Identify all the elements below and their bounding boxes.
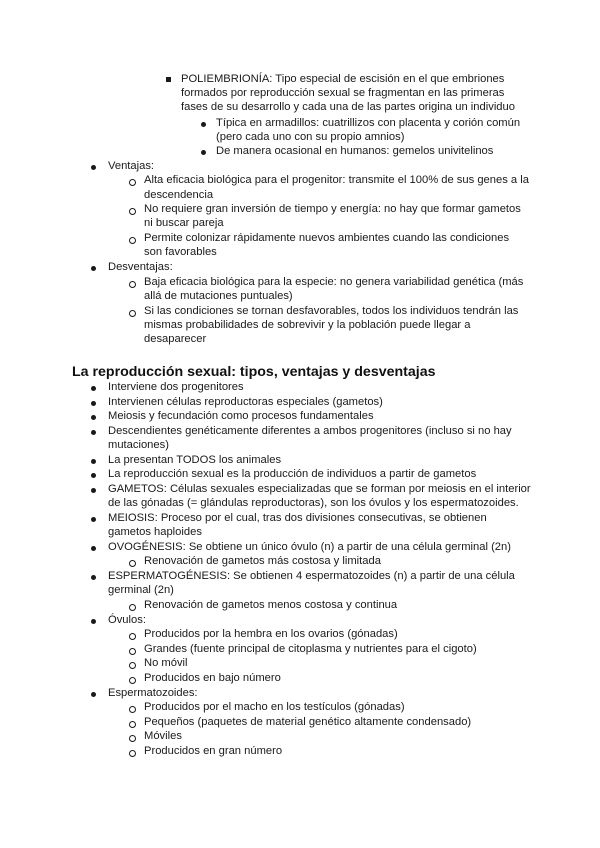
bullet-gametos-line-1: GAMETOS: Células sexuales especializadas que se forman por meiosis en el interior — [108, 483, 531, 495]
espermatozoides-item: Producidos en gran número — [144, 745, 283, 757]
desventajas-label: Desventajas: — [108, 261, 173, 273]
ventaja-2-line-2: ni buscar pareja — [144, 217, 224, 229]
dot-bullet-icon — [201, 122, 206, 127]
dot-bullet-icon — [91, 692, 96, 697]
dot-bullet-icon — [91, 575, 96, 580]
ovogenesis-sub: Renovación de gametos más costosa y limitada — [144, 555, 381, 567]
bullet-progenitores: Interviene dos progenitores — [108, 381, 244, 393]
ventajas-label: Ventajas: — [108, 160, 155, 172]
circle-bullet-icon — [129, 721, 136, 728]
ovulos-item: Producidos en bajo número — [144, 672, 281, 684]
bullet-ovogenesis: OVOGÉNESIS: Se obtiene un único óvulo (n) a partir de una célula germinal (2n) — [108, 541, 511, 553]
armadillo-line-2: (pero cada uno con su propio amnios) — [216, 131, 405, 143]
bullet-gametos-line-2: de las gónadas (= glándulas reproductoras), son los óvulos y los espermatozoides. — [108, 497, 519, 509]
ovulos-label: Óvulos: — [108, 614, 146, 626]
poliembrionia-line-1: POLIEMBRIONÍA: Tipo especial de escisión en el que embriones — [181, 73, 505, 85]
desventaja-2-line-1: Si las condiciones se tornan desfavorables, todos los individuos tendrán las — [144, 305, 519, 317]
circle-bullet-icon — [129, 179, 136, 186]
ovulos-item: Producidos por la hembra en los ovarios (gónadas) — [144, 628, 398, 640]
desventaja-1-line-2: allá de mutaciones puntuales) — [144, 290, 293, 302]
espermatogenesis-sub: Renovación de gametos menos costosa y continua — [144, 599, 398, 611]
dot-bullet-icon — [91, 619, 96, 624]
circle-bullet-icon — [129, 648, 136, 655]
bullet-espermatogenesis-line-1: ESPERMATOGÉNESIS: Se obtienen 4 espermatozoides (n) a partir de una célula — [108, 570, 515, 582]
bullet-descendientes-line-2: mutaciones) — [108, 439, 169, 451]
dot-bullet-icon — [91, 473, 96, 478]
ventaja-1-line-2: descendencia — [144, 189, 214, 201]
circle-bullet-icon — [129, 633, 136, 640]
ovulos-item: No móvil — [144, 657, 188, 669]
circle-bullet-icon — [129, 281, 136, 288]
espermatozoides-item: Móviles — [144, 730, 182, 742]
bullet-todos-animales: La presentan TODOS los animales — [108, 454, 282, 466]
espermatozoides-label: Espermatozoides: — [108, 687, 198, 699]
circle-bullet-icon — [129, 750, 136, 757]
armadillo-line-1: Típica en armadillos: cuatrillizos con placenta y corión común — [216, 117, 521, 129]
desventaja-2-line-2: mismas probabilidades de sobrevivir y la población puede llegar a — [144, 319, 471, 331]
poliembrionia-line-2: formados por reproducción sexual se fragmentan en las primeras — [181, 87, 505, 99]
bullet-celulas: Intervienen células reproductoras especiales (gametos) — [108, 396, 383, 408]
square-bullet-icon — [166, 77, 171, 82]
bullet-meiosis-line-2: gametos haploides — [108, 526, 202, 538]
dot-bullet-icon — [91, 488, 96, 493]
ventaja-3-line-2: son favorables — [144, 246, 217, 258]
circle-bullet-icon — [129, 735, 136, 742]
ventaja-1-line-1: Alta eficacia biológica para el progenitor: transmite el 100% de sus genes a la — [144, 174, 529, 186]
dot-bullet-icon — [91, 517, 96, 522]
dot-bullet-icon — [201, 150, 206, 155]
dot-bullet-icon — [91, 266, 96, 271]
dot-bullet-icon — [91, 165, 96, 170]
dot-bullet-icon — [91, 401, 96, 406]
humanos-line: De manera ocasional en humanos: gemelos univitelinos — [216, 145, 494, 157]
desventaja-1-line-1: Baja eficacia biológica para la especie: no genera variabilidad genética (más — [144, 276, 524, 288]
espermatozoides-item: Pequeños (paquetes de material genético altamente condensado) — [144, 716, 472, 728]
bullet-meiosis-fecundacion: Meiosis y fecundación como procesos fundamentales — [108, 410, 374, 422]
circle-bullet-icon — [129, 677, 136, 684]
circle-bullet-icon — [129, 662, 136, 669]
circle-bullet-icon — [129, 706, 136, 713]
poliembrionia-line-3: fases de su desarrollo y cada una de las partes origina un individuo — [181, 101, 515, 113]
section-heading: La reproducción sexual: tipos, ventajas y desventajas — [72, 364, 436, 380]
bullet-reproduccion-sexual: La reproducción sexual es la producción de individuos a partir de gametos — [108, 468, 477, 480]
desventaja-2-line-3: desaparecer — [144, 333, 207, 345]
bullet-descendientes-line-1: Descendientes genéticamente diferentes a ambos progenitores (incluso si no hay — [108, 425, 512, 437]
dot-bullet-icon — [91, 430, 96, 435]
dot-bullet-icon — [91, 386, 96, 391]
dot-bullet-icon — [91, 459, 96, 464]
ovulos-item: Grandes (fuente principal de citoplasma y nutrientes para el cigoto) — [144, 643, 477, 655]
bullet-espermatogenesis-line-2: germinal (2n) — [108, 584, 174, 596]
ventaja-3-line-1: Permite colonizar rápidamente nuevos ambientes cuando las condiciones — [144, 232, 510, 244]
circle-bullet-icon — [129, 310, 136, 317]
circle-bullet-icon — [129, 208, 136, 215]
dot-bullet-icon — [91, 546, 96, 551]
ventaja-2-line-1: No requiere gran inversión de tiempo y energía: no hay que formar gametos — [144, 203, 521, 215]
espermatozoides-item: Producidos por el macho en los testículos (gónadas) — [144, 701, 405, 713]
bullet-meiosis-line-1: MEIOSIS: Proceso por el cual, tras dos divisiones consecutivas, se obtienen — [108, 512, 487, 524]
dot-bullet-icon — [91, 415, 96, 420]
circle-bullet-icon — [129, 237, 136, 244]
circle-bullet-icon — [129, 604, 136, 611]
circle-bullet-icon — [129, 560, 136, 567]
